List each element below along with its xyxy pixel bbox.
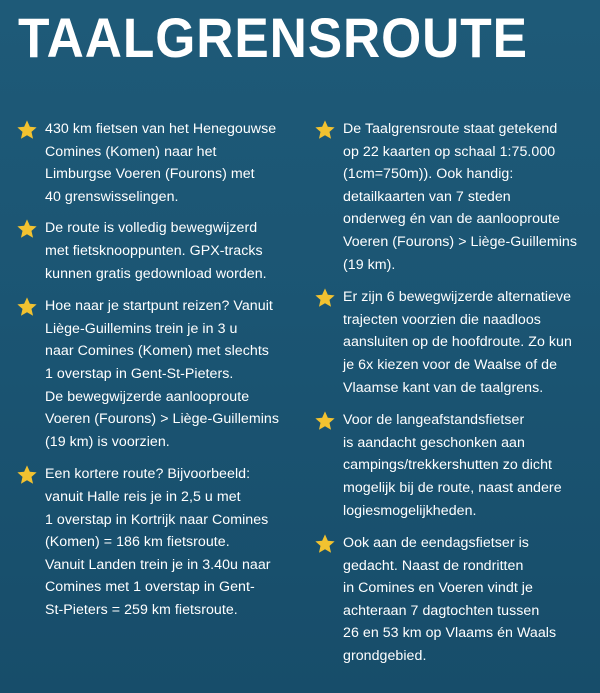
text-line: De bewegwijzerde aanlooproute — [45, 388, 250, 405]
bullet-item — [16, 295, 286, 453]
text-line: gedacht. Naast de rondritten — [343, 557, 524, 574]
text-line: mogelijk bij de route, naast andere — [343, 479, 562, 496]
text-line: Vlaamse kant van de taalgrens. — [343, 379, 544, 396]
star-icon — [16, 464, 38, 486]
text-line: 26 en 53 km op Vlaams én Waals — [343, 625, 557, 642]
bullet-item — [314, 286, 584, 399]
text-line: vanuit Halle reis je in 2,5 u met — [45, 488, 241, 505]
text-line: Ook aan de eendagsfietser is — [343, 535, 529, 552]
text-line: campings/trekkershutten zo dicht — [343, 457, 552, 474]
text-line: grondgebied. — [343, 648, 427, 665]
text-line: (19 km) is voorzien. — [45, 433, 170, 450]
text-line: Limburgse Voeren (Fourons) met — [45, 166, 255, 183]
text-line: 430 km fietsen van het Henegouwse — [45, 121, 277, 137]
bullet-text — [45, 217, 267, 285]
text-line: Liège-Guillemins trein je in 3 u — [45, 320, 238, 337]
bullet-text — [45, 118, 276, 208]
text-line: Comines (Komen) naar het — [45, 143, 217, 160]
text-line: in Comines en Voeren vindt je — [343, 580, 533, 597]
star-icon — [314, 119, 336, 141]
text-line: trajecten voorzien die naadloos — [343, 311, 541, 328]
text-line: detailkaarten van 7 steden — [343, 188, 511, 205]
left-column — [16, 118, 286, 621]
bullet-item — [314, 409, 584, 522]
text-line: Hoe naar je startpunt reizen? Vanuit — [45, 298, 273, 315]
text-line: op 22 kaarten op schaal 1:75.000 — [343, 143, 556, 160]
text-line: je 6x kiezen voor de Waalse of de — [343, 356, 558, 373]
text-line: Comines met 1 overstap in Gent- — [45, 579, 255, 596]
bullet-item — [314, 118, 584, 276]
text-line: Voor de langeafstandsfietser — [343, 412, 525, 429]
bullet-text — [45, 295, 279, 453]
star-icon — [314, 410, 336, 432]
text-line: achteraan 7 dagtochten tussen — [343, 602, 540, 619]
text-line: 40 grenswisselingen. — [45, 188, 179, 205]
text-line: logiesmogelijkheden. — [343, 502, 477, 519]
page-title: TAALGRENSROUTE — [18, 6, 528, 69]
text-line: aansluiten op de hoofdroute. Zo kun — [343, 334, 572, 351]
bullet-text — [45, 463, 271, 621]
text-line: (19 km). — [343, 256, 396, 273]
text-line: Vanuit Landen trein je in 3.40u naar — [45, 556, 271, 573]
text-line: met fietsknooppunten. GPX-tracks — [45, 242, 263, 259]
bullet-text — [343, 409, 562, 522]
bullet-item — [314, 532, 584, 668]
star-icon — [16, 296, 38, 318]
text-line: St-Pieters = 259 km fietsroute. — [45, 601, 238, 618]
bullet-item — [16, 118, 286, 208]
text-line: naar Comines (Komen) met slechts — [45, 343, 269, 360]
text-line: onderweg én van de aanlooproute — [343, 211, 560, 228]
text-line: 1 overstap in Kortrijk naar Comines — [45, 511, 269, 528]
star-icon — [314, 287, 336, 309]
text-line: kunnen gratis gedownload worden. — [45, 265, 267, 282]
text-line: De route is volledig bewegwijzerd — [45, 220, 258, 237]
star-icon — [16, 119, 38, 141]
right-column — [314, 118, 584, 668]
text-line: is aandacht geschonken aan — [343, 434, 525, 451]
bullet-item — [16, 463, 286, 621]
text-line: Er zijn 6 bewegwijzerde alternatieve — [343, 289, 572, 306]
text-line: Een kortere route? Bijvoorbeeld: — [45, 466, 251, 483]
text-line: De Taalgrensroute staat getekend — [343, 121, 558, 137]
bullet-item — [16, 217, 286, 285]
text-line: (1cm=750m)). Ook handig: — [343, 166, 514, 183]
text-line: (Komen) = 186 km fietsroute. — [45, 534, 230, 551]
bullet-text — [343, 118, 577, 276]
text-line: Voeren (Fourons) > Liège-Guillemins — [343, 233, 577, 250]
text-line: Voeren (Fourons) > Liège-Guillemins — [45, 411, 279, 428]
star-icon — [16, 218, 38, 240]
star-icon — [314, 533, 336, 555]
bullet-text — [343, 286, 572, 399]
text-line: 1 overstap in Gent-St-Pieters. — [45, 365, 234, 382]
bullet-text — [343, 532, 556, 668]
